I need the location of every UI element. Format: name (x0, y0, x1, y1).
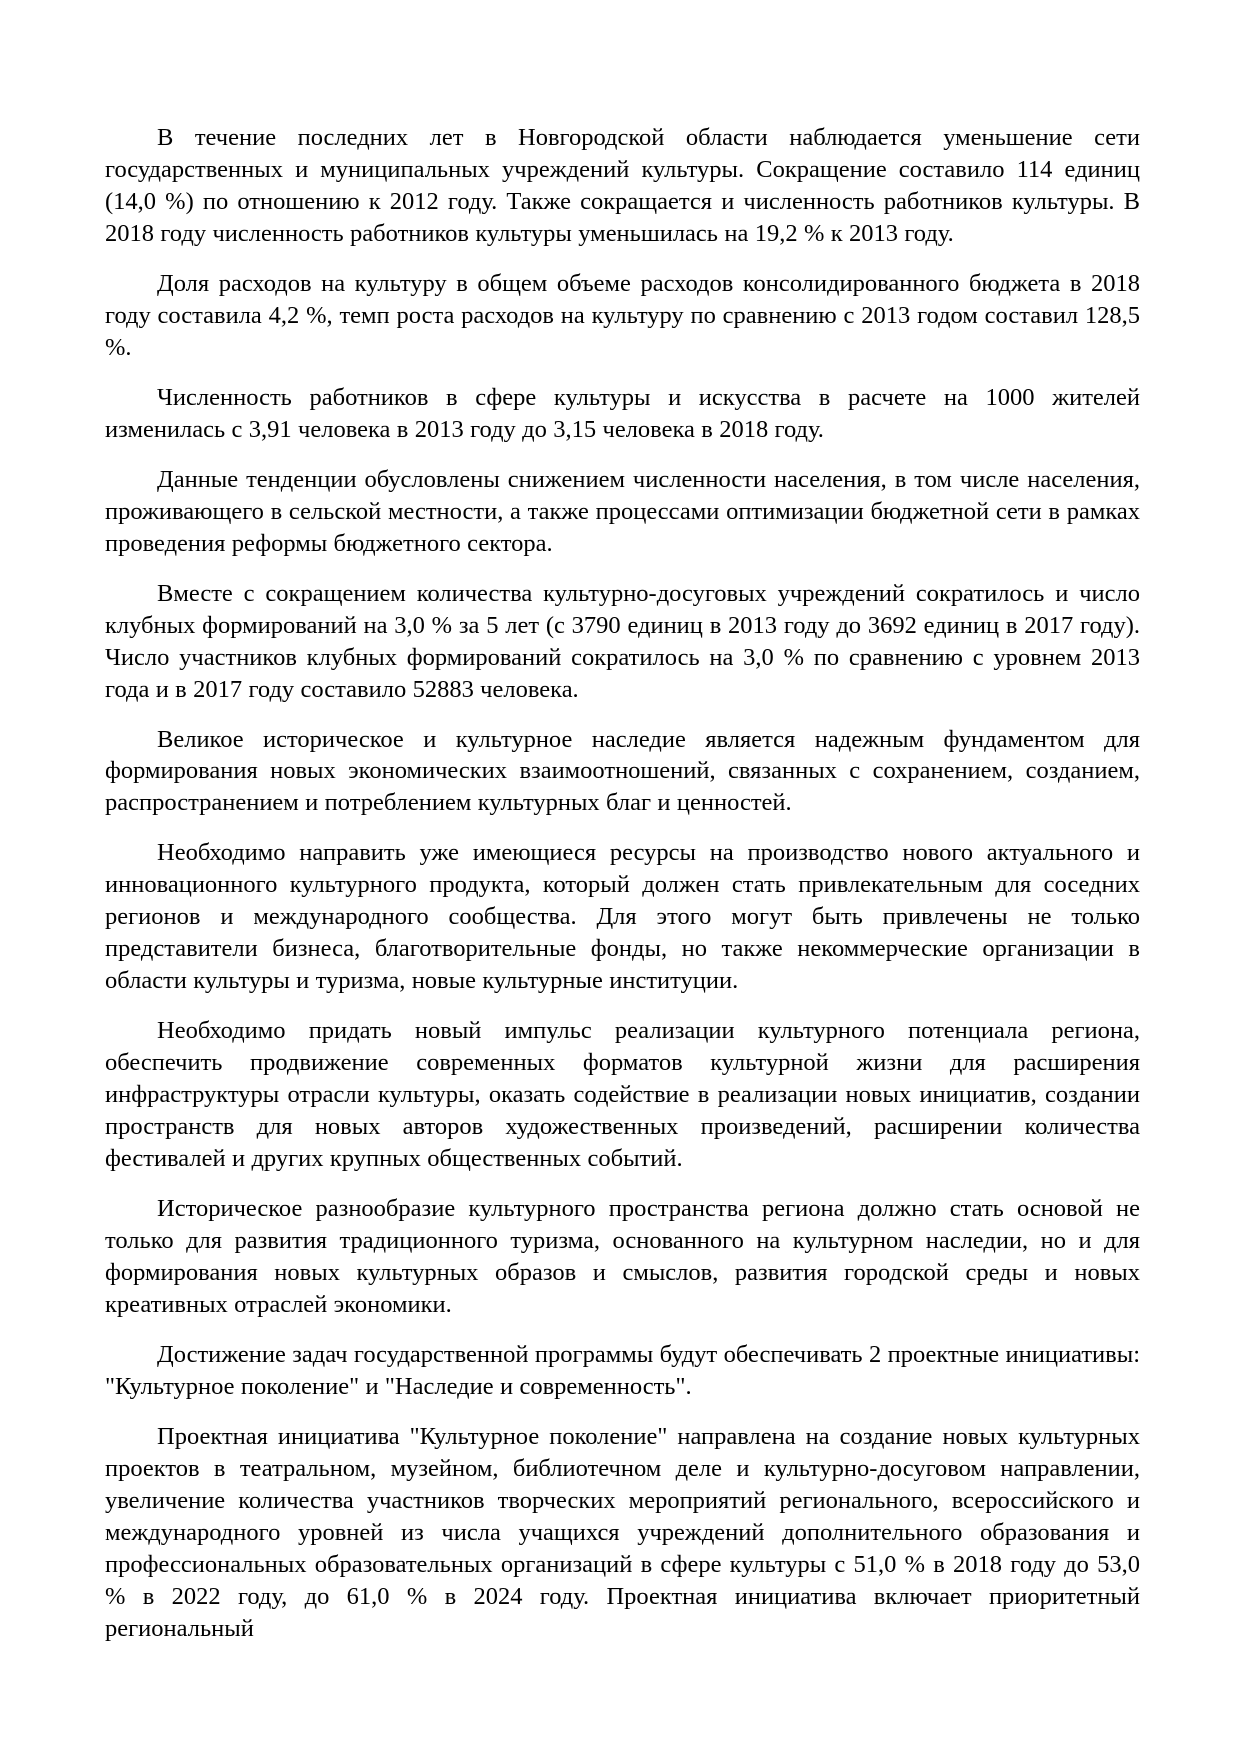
paragraph-9: Историческое разнообразие культурного пространства региона должно стать основой не только для развития традиционного туризма, основанного на культурном наследии, но и для формирования новых культурных образов и смыслов, развития городской среды и новых креативных отраслей экономики. (105, 1195, 1140, 1318)
paragraph-3: Численность работников в сфере культуры и искусства в расчете на 1000 жителей изменилась с 3,91 человека в 2013 году до 3,15 человека в 2018 году. (105, 383, 1140, 443)
paragraph-6: Великое историческое и культурное наследие является надежным фундаментом для формирования новых экономических взаимоотношений, связанных с сохранением, созданием, распространением и потреблением культурных благ и ценностей. (105, 725, 1140, 817)
document-text-body (105, 122, 1140, 1645)
paragraph-5: Вместе с сокращением количества культурно-досуговых учреждений сократилось и число клубных формирований на 3,0 % за 5 лет (с 3790 единиц в 2013 году до 3692 единиц в 2017 году). Число участников клубных формирований сократилось на 3,0 % по сравнению с уровнем 2013 года и в 2017 году составило 52883 человека. (105, 579, 1140, 703)
paragraph-4: Данные тенденции обусловлены снижением численности населения, в том числе населения, проживающего в сельской местности, а также процессами оптимизации бюджетной сети в рамках проведения реформы бюджетного сектора. (105, 465, 1140, 557)
paragraph-11: Проектная инициатива "Культурное поколение" направлена на создание новых культурных проектов в театральном, музейном, библиотечном деле и культурно-досуговом направлении, увеличение количества участников творческих мероприятий регионального, всероссийского и международного уровней из числа учащихся учреждений дополнительного образования и профессиональных образовательных организаций в сфере культуры с 51,0 % в 2018 году до 53,0 % в 2022 году, до 61,0 % в 2024 году. Проектная инициатива включает приоритетный региональный (105, 1422, 1140, 1642)
paragraph-2: Доля расходов на культуру в общем объеме расходов консолидированного бюджета в 2018 году составила 4,2 %, темп роста расходов на культуру по сравнению с 2013 годом составил 128,5 %. (105, 269, 1140, 361)
paragraph-1: В течение последних лет в Новгородской области наблюдается уменьшение сети государственных и муниципальных учреждений культуры. Сокращение составило 114 единиц (14,0 %) по отношению к 2012 году. Также сокращается и численность работников культуры. В 2018 году численность работников культуры уменьшилась на 19,2 % к 2013 году. (105, 124, 1140, 247)
paragraph-10: Достижение задач государственной программы будут обеспечивать 2 проектные инициативы: "Культурное поколение" и "Наследие и современность". (105, 1340, 1140, 1400)
paragraph-7: Необходимо направить уже имеющиеся ресурсы на производство нового актуального и инновационного культурного продукта, который должен стать привлекательным для соседних регионов и международного сообщества. Для этого могут быть привлечены не только представители бизнеса, благотворительные фонды, но также некоммерческие организации в области культуры и туризма, новые культурные институции. (105, 839, 1140, 995)
paragraph-8: Необходимо придать новый импульс реализации культурного потенциала региона, обеспечить продвижение современных форматов культурной жизни для расширения инфраструктуры отрасли культуры, оказать содействие в реализации новых инициатив, создании пространств для новых авторов художественных произведений, расширении количества фестивалей и других крупных общественных событий. (105, 1017, 1140, 1173)
